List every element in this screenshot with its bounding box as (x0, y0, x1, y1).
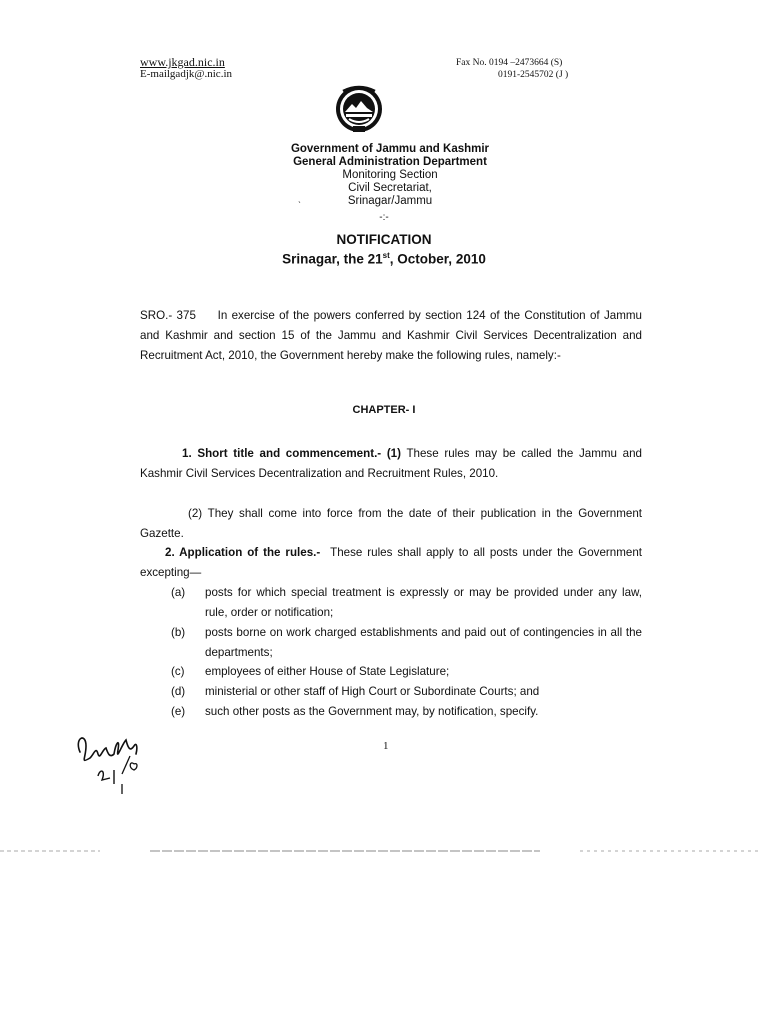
state-emblem-icon (333, 82, 385, 134)
notification-title: NOTIFICATION (336, 232, 432, 247)
org-government: Government of Jammu and Kashmir (290, 143, 490, 155)
scan-artifact-line (0, 846, 768, 856)
contact-block (140, 56, 232, 80)
rule-1-heading: 1. Short title and commencement.- (1) (182, 447, 401, 460)
preamble-text: In exercise of the powers conferred by section 124 of the Constitution of Jammu and Kashmir and section 15 of the Jammu and Kashmir Civil Services Decentralization and Recruitment Act, 2010, the Government hereby make the following rules, namely:- (140, 309, 642, 362)
stray-mark: ˎ (298, 193, 302, 204)
rule-2-heading: 2. Application of the rules.- (165, 546, 321, 559)
email-text: E-mailgadjk@.nic.in (140, 68, 232, 80)
org-secretariat: Civil Secretariat, (348, 182, 432, 194)
preamble-paragraph (140, 306, 642, 366)
fax-line-1: Fax No. 0194 –2473664 (S) (456, 58, 563, 68)
notification-date: Srinagar, the 21st, October, 2010 (282, 251, 486, 267)
org-city: Srinagar/Jammu (347, 195, 433, 207)
page-number: 1 (383, 740, 389, 752)
org-department: General Administration Department (293, 156, 487, 168)
separator: -:- (379, 212, 389, 223)
rule-1-text: These rules may be called the Jammu and Kashmir Civil Services Decentralization and Recruitment Rules, 2010. (140, 447, 642, 480)
website-link[interactable]: www.jkgad.nic.in (140, 55, 225, 69)
fax-block (456, 57, 568, 81)
rule-2-text: These rules shall apply to all posts under the Government excepting— (140, 546, 642, 579)
handwritten-initials-icon (72, 724, 172, 796)
sro-number: SRO.- 375 (140, 309, 196, 322)
chapter-heading: CHAPTER- I (352, 404, 416, 416)
organization-block (200, 143, 580, 208)
fax-line-2: 0191-2545702 (J ) (498, 70, 569, 80)
rule-1-sub-2: (2) They shall come into force from the date of their publication in the Government Gazette. (140, 507, 642, 540)
org-section: Monitoring Section (342, 169, 438, 181)
rule-2-paragraph (140, 543, 642, 583)
rule-1-paragraph (140, 444, 642, 484)
notification-heading (0, 232, 768, 268)
